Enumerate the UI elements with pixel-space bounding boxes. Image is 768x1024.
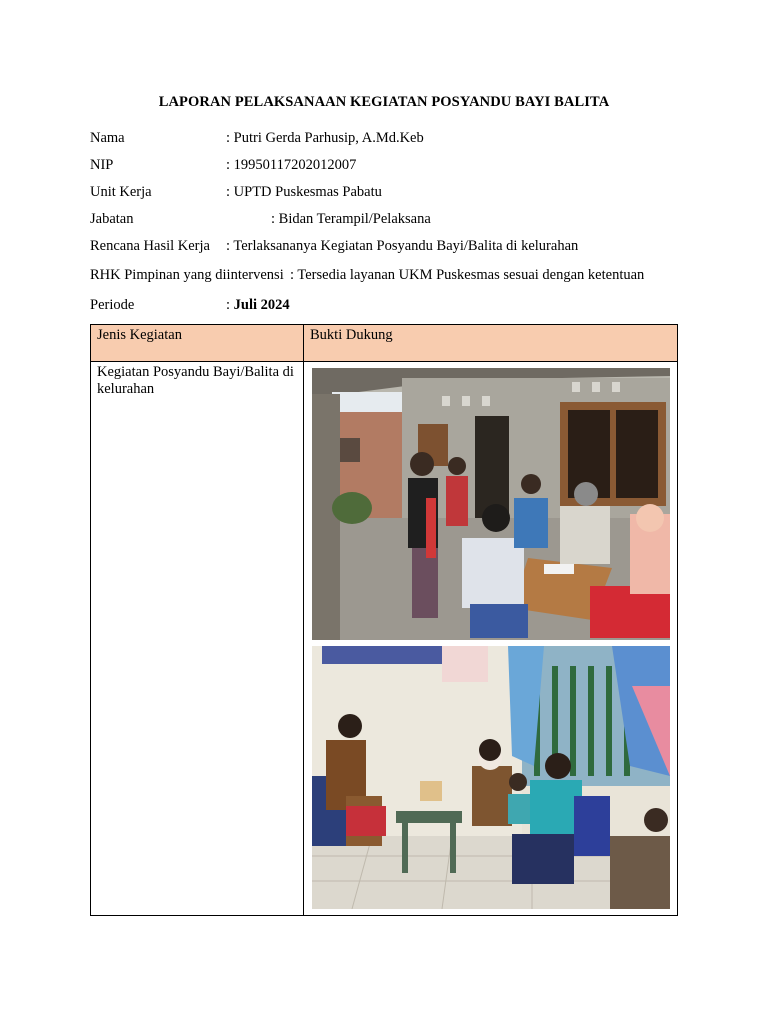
table-header-row bbox=[91, 325, 678, 362]
field-value: : Juli 2024 bbox=[226, 297, 290, 313]
field-value: : Tersedia layanan UKM Puskesmas sesuai dengan ketentuan bbox=[290, 267, 645, 283]
photo-indoor-posyandu bbox=[312, 646, 670, 909]
photo-outdoor-posyandu bbox=[312, 368, 670, 640]
field-value: : Terlaksananya Kegiatan Posyandu Bayi/Balita di kelurahan bbox=[226, 238, 579, 254]
activity-table bbox=[90, 324, 678, 916]
header-jenis-kegiatan: Jenis Kegiatan bbox=[91, 325, 304, 362]
report-title: LAPORAN PELAKSANAAN KEGIATAN POSYANDU BAYI BALITA bbox=[158, 94, 610, 110]
field-label: Rencana Hasil Kerja bbox=[90, 238, 210, 254]
field-label: Nama bbox=[90, 130, 125, 146]
field-value: : Putri Gerda Parhusip, A.Md.Keb bbox=[226, 130, 424, 146]
header-bukti-dukung: Bukti Dukung bbox=[304, 325, 678, 362]
field-label: RHK Pimpinan yang diintervensi bbox=[90, 267, 284, 283]
table-row bbox=[91, 362, 678, 916]
field-value: : 19950117202012007 bbox=[226, 157, 357, 173]
cell-bukti-dukung bbox=[304, 362, 678, 916]
field-value: : UPTD Puskesmas Pabatu bbox=[226, 184, 382, 200]
field-label: Jabatan bbox=[90, 211, 134, 227]
cell-kegiatan: Kegiatan Posyandu Bayi/Balita di kelurahan bbox=[91, 362, 304, 916]
field-label: Unit Kerja bbox=[90, 184, 152, 200]
periode-value: Juli 2024 bbox=[233, 297, 290, 313]
field-label: NIP bbox=[90, 157, 114, 173]
field-value: : Bidan Terampil/Pelaksana bbox=[271, 211, 431, 227]
field-label: Periode bbox=[90, 297, 135, 313]
